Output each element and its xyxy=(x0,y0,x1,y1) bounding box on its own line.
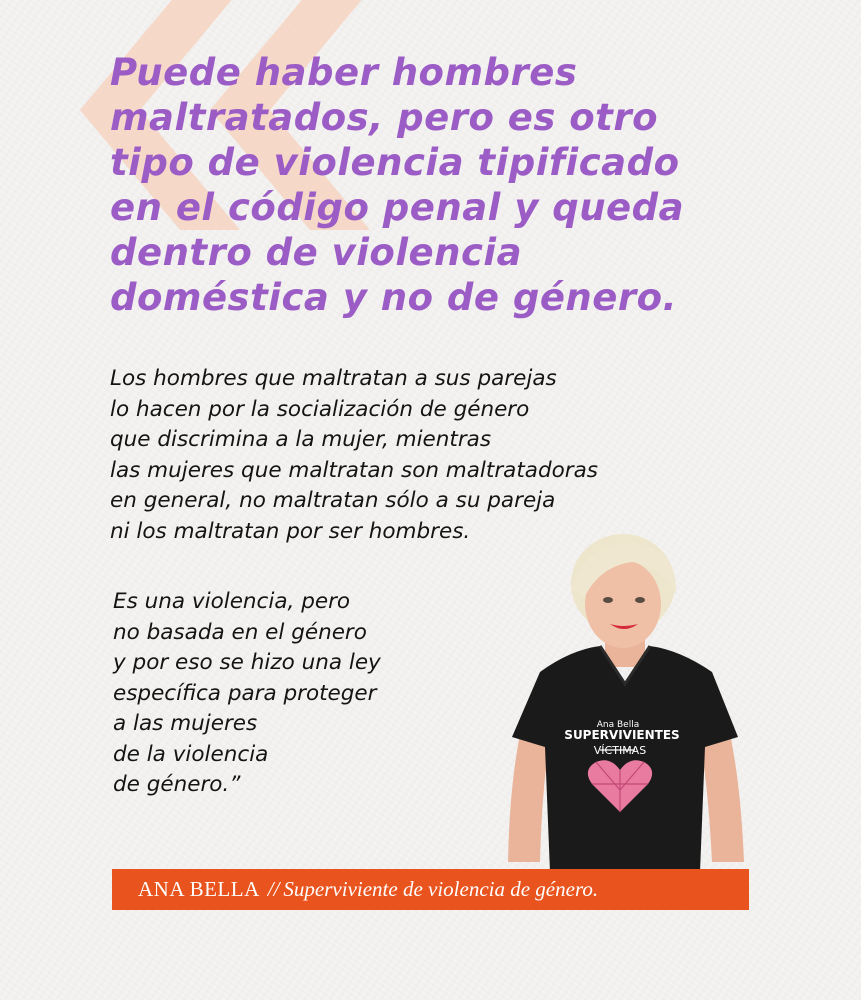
closing-line: no basada en el género xyxy=(113,619,367,645)
caption-name: ANA BELLA xyxy=(138,877,260,901)
closing-line: y por eso se hizo una ley xyxy=(113,650,381,675)
headline-line: en el código penal y queda xyxy=(110,186,685,229)
headline-line: Puede haber hombres xyxy=(110,51,578,94)
headline-line: dentro de violencia xyxy=(110,231,523,274)
portrait-photo xyxy=(500,532,750,872)
caption-bar xyxy=(112,869,749,910)
closing-line: de la violencia xyxy=(113,741,269,767)
shirt-main-text: SUPERVIVIENTES xyxy=(564,728,680,742)
closing-quote xyxy=(113,587,513,801)
headline-line: doméstica y no de género. xyxy=(110,276,678,319)
caption-separator: // xyxy=(267,877,280,901)
body-line: ni los maltratan por ser hombres. xyxy=(110,518,471,544)
closing-line: de género.” xyxy=(113,772,241,797)
headline-line: maltratados, pero es otro xyxy=(110,96,659,139)
body-line: las mujeres que maltratan son maltratadoras xyxy=(110,457,598,483)
body-line: Los hombres que maltratan a sus parejas xyxy=(110,366,557,391)
closing-line: a las mujeres xyxy=(113,711,258,736)
shirt-small-text: Ana Bella xyxy=(596,720,640,730)
closing-line: específica para proteger xyxy=(113,680,377,706)
body-paragraph xyxy=(110,364,790,547)
closing-line: Es una violencia, pero xyxy=(113,589,351,614)
caption-role: Superviviente de violencia de género. xyxy=(283,877,599,901)
headline-line: tipo de violencia tipificado xyxy=(110,141,680,184)
headline xyxy=(110,50,810,320)
body-line: que discrimina a la mujer, mientras xyxy=(110,427,492,452)
shirt-struck-text: VÍCTIMAS xyxy=(593,744,647,757)
body-line: en general, no maltratan sólo a su pareja xyxy=(110,488,556,513)
body-line: lo hacen por la socialización de género xyxy=(110,396,530,422)
